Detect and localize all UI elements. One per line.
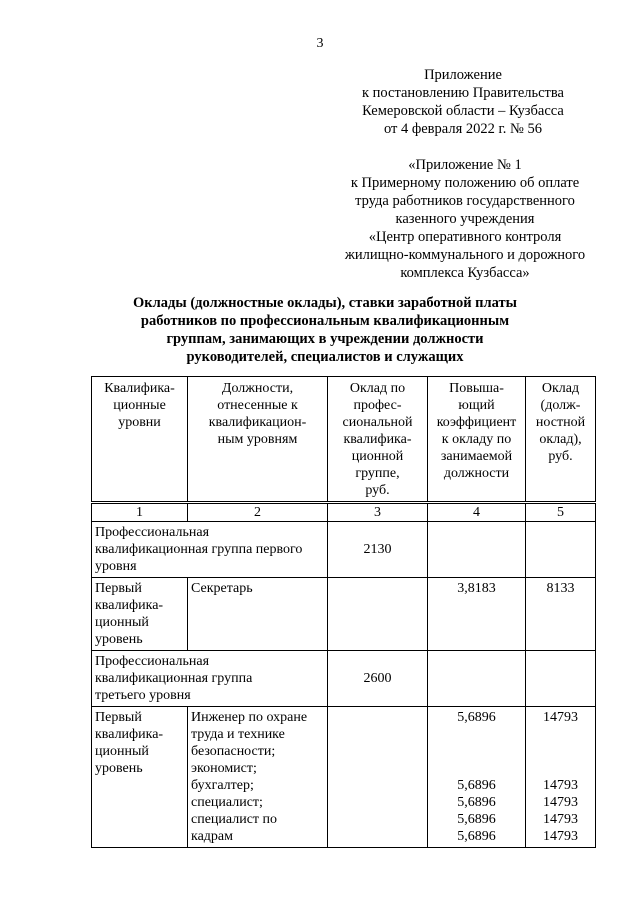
- group-name: Профессиональная квалификационная группа первого уровня: [92, 522, 328, 578]
- group-row: [92, 522, 596, 578]
- annex-line: жилищно-коммунального и дорожного: [344, 247, 586, 263]
- group-name: Профессиональная квалификационная группа третьего уровня: [92, 651, 328, 707]
- salary-table: [91, 376, 596, 848]
- group-salary: 2130: [328, 522, 428, 578]
- empty-cell: [428, 651, 526, 707]
- page-number: 3: [316, 36, 324, 51]
- empty-cell: [328, 707, 428, 848]
- approval-line: от 4 февраля 2022 г. № 56: [383, 121, 543, 137]
- empty-cell: [526, 651, 596, 707]
- column-number: 2: [188, 503, 328, 522]
- group-salary: 2600: [328, 651, 428, 707]
- coefficient-value: 5,6896: [457, 795, 496, 810]
- empty-cell: [328, 578, 428, 651]
- salary-value: 14793: [543, 778, 578, 793]
- column-number: 3: [328, 503, 428, 522]
- annex-line: казенного учреждения: [395, 211, 535, 227]
- salary-value: 14793: [543, 829, 578, 844]
- coefficient-value: 3,8183: [428, 578, 526, 651]
- coefficient-value: 5,6896: [457, 778, 496, 793]
- position-line: кадрам: [191, 829, 233, 844]
- header-cell-positions: Должности, отнесенные к квалификацион- ным уровням: [188, 377, 328, 503]
- empty-cell: [428, 522, 526, 578]
- annex-line: «Центр оперативного контроля: [368, 229, 562, 245]
- title-line: группам, занимающих в учреждении должности: [166, 331, 484, 347]
- title-line: Оклады (должностные оклады), ставки заработной платы: [133, 295, 517, 311]
- annex-line: «Приложение № 1: [408, 157, 522, 173]
- header-cell-coefficient: Повыша- ющий коэффициент к окладу по занимаемой должности: [428, 377, 526, 503]
- salary-value: 8133: [526, 578, 596, 651]
- column-number: 1: [92, 503, 188, 522]
- salary-value: 14793: [543, 795, 578, 810]
- salary-list: [526, 707, 596, 848]
- annex-block: [300, 156, 630, 282]
- approval-line: Приложение: [424, 67, 502, 83]
- level-name: Первый квалифика- ционный уровень: [92, 707, 188, 848]
- annex-line: к Примерному положению об оплате: [350, 175, 580, 191]
- position-line: Инженер по охране: [191, 710, 308, 725]
- table-header-row: [92, 377, 596, 503]
- title-line: работников по профессиональным квалификационным: [140, 313, 510, 329]
- annex-line: комплекса Кузбасса»: [400, 265, 530, 281]
- approval-block: [318, 66, 608, 138]
- level-row: [92, 578, 596, 651]
- annex-line: труда работников государственного: [355, 193, 575, 209]
- position-line: безопасности;: [191, 744, 276, 759]
- header-cell-group-salary: Оклад по профес- сиональной квалифика- ционной группе, руб.: [328, 377, 428, 503]
- level-row: [92, 707, 596, 848]
- coefficient-value: 5,6896: [457, 829, 496, 844]
- position-line: бухгалтер;: [191, 778, 254, 793]
- position-list: [188, 707, 328, 848]
- coefficient-value: 5,6896: [457, 812, 496, 827]
- position-line: специалист;: [191, 795, 263, 810]
- approval-line: к постановлению Правительства: [362, 85, 564, 101]
- coefficient-list: [428, 707, 526, 848]
- level-name: Первый квалифика- ционный уровень: [92, 578, 188, 651]
- position-line: экономист;: [191, 761, 257, 776]
- position-name: Секретарь: [188, 578, 328, 651]
- column-number-row: [92, 503, 596, 522]
- column-number: 4: [428, 503, 526, 522]
- header-cell-levels: Квалифика- ционные уровни: [92, 377, 188, 503]
- salary-value: 14793: [543, 812, 578, 827]
- column-number: 5: [526, 503, 596, 522]
- empty-cell: [526, 522, 596, 578]
- coefficient-value: 5,6896: [457, 710, 496, 725]
- position-line: специалист по: [191, 812, 278, 827]
- position-line: труда и технике: [191, 727, 285, 742]
- document-title: [60, 294, 590, 366]
- salary-value: 14793: [543, 710, 578, 725]
- title-line: руководителей, специалистов и служащих: [186, 349, 464, 365]
- header-cell-salary: Оклад (долж- ностной оклад), руб.: [526, 377, 596, 503]
- group-row: [92, 651, 596, 707]
- approval-line: Кемеровской области – Кузбасса: [362, 103, 564, 119]
